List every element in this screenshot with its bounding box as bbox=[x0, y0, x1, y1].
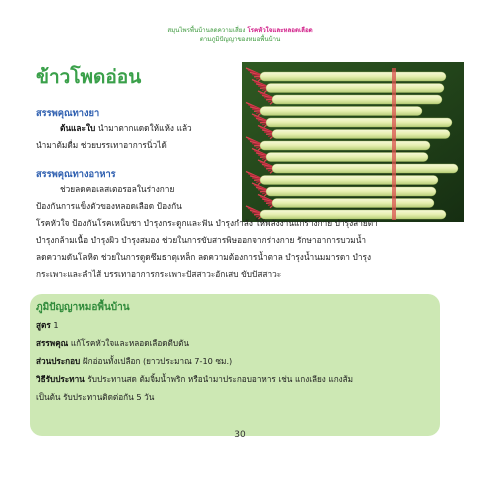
corn-cob bbox=[272, 164, 458, 173]
corn-cob bbox=[272, 95, 442, 104]
header-line-1 bbox=[150, 26, 330, 35]
medicinal-line-2: นำมาต้มดื่ม ช่วยบรรเทาอาการนิ่วได้ bbox=[36, 140, 167, 150]
corn-cob bbox=[272, 130, 450, 139]
corn-cob bbox=[260, 141, 430, 150]
corn-cob bbox=[266, 118, 452, 127]
benefit-label: สรรพคุณ bbox=[36, 338, 69, 348]
medicinal-lead: ต้นและใบ bbox=[60, 123, 96, 133]
formula-row bbox=[36, 317, 436, 334]
method-label: วิธีรับประทาน bbox=[36, 374, 85, 384]
method-row-2: เป็นต้น รับประทานติดต่อกัน 5 วัน bbox=[36, 392, 155, 402]
header-highlight: โรคหัวใจและหลอดเลือด bbox=[247, 27, 313, 34]
header-prefix: สมุนไพรพื้นบ้านลดความเสี่ยง bbox=[167, 27, 248, 34]
page-number: 30 bbox=[234, 430, 246, 440]
corn-cob bbox=[266, 153, 428, 162]
running-header bbox=[150, 26, 330, 44]
corn-cob bbox=[260, 107, 422, 116]
benefit-row bbox=[36, 335, 436, 352]
nutrition-line: โรคหัวใจ ป้องกันโรคเหน็บชา บำรุงกระดูกและฟัน บำรุงกำลัง ให้พลังงานแก่ร่างกาย บำรุงสายตา bbox=[36, 218, 378, 228]
ingredient-value: ฝักอ่อนทั้งเปลือก (ยาวประมาณ 7-10 ซม.) bbox=[80, 356, 233, 366]
method-value: รับประทานสด ต้มจิ้มน้ำพริก หรือนำมาประกอบอาหาร เช่น แกงเลียง แกงส้ม bbox=[84, 374, 354, 384]
nutrition-line: ป้องกันการแข็งตัวของหลอดเลือด ป้องกัน bbox=[36, 201, 182, 211]
benefit-value: แก้โรคหัวใจและหลอดเลือดตีบตัน bbox=[68, 338, 189, 348]
nutrition-line: กระเพาะและลำไส้ บรรเทาอาการกระเพาะปัสสาวะอักเสบ ขับปัสสาวะ bbox=[36, 269, 282, 279]
ingredient-row bbox=[36, 353, 436, 370]
ingredient-label: ส่วนประกอบ bbox=[36, 356, 81, 366]
nutrition-line: บำรุงกล้ามเนื้อ บำรุงผิว บำรุงสมอง ช่วยในการขับสารพิษออกจากร่างกาย รักษาอาการบวมน้ำ bbox=[36, 235, 367, 245]
formula-label: สูตร bbox=[36, 320, 51, 330]
medicinal-text bbox=[36, 120, 246, 154]
header-line-2: ตามภูมิปัญญาของหมอพื้นบ้าน bbox=[199, 36, 281, 43]
nutrition-text bbox=[36, 181, 456, 283]
corn-cob bbox=[260, 72, 446, 81]
nutrition-line: ช่วยลดคอเลสเตอรอลในร่างกาย bbox=[60, 184, 175, 194]
folk-wisdom-title: ภูมิปัญญาหมอพื้นบ้าน bbox=[36, 302, 130, 313]
page-title: ข้าวโพดอ่อน bbox=[36, 66, 142, 88]
nutrition-line: ลดความดันโลหิต ช่วยในการดูดซึมธาตุเหล็ก ลดความต้องการน้ำตาล บำรุงน้ำนมมารดา บำรุง bbox=[36, 252, 372, 262]
nutrition-heading: สรรพคุณทางอาหาร bbox=[36, 169, 116, 180]
formula-value: 1 bbox=[50, 320, 59, 330]
medicinal-line-1-rest: นำมาตากแดดให้แห้ง แล้ว bbox=[95, 123, 192, 133]
method-row bbox=[36, 371, 436, 388]
corn-cob bbox=[266, 84, 444, 93]
medicinal-heading: สรรพคุณทางยา bbox=[36, 108, 100, 119]
medicinal-line-1 bbox=[36, 120, 246, 137]
